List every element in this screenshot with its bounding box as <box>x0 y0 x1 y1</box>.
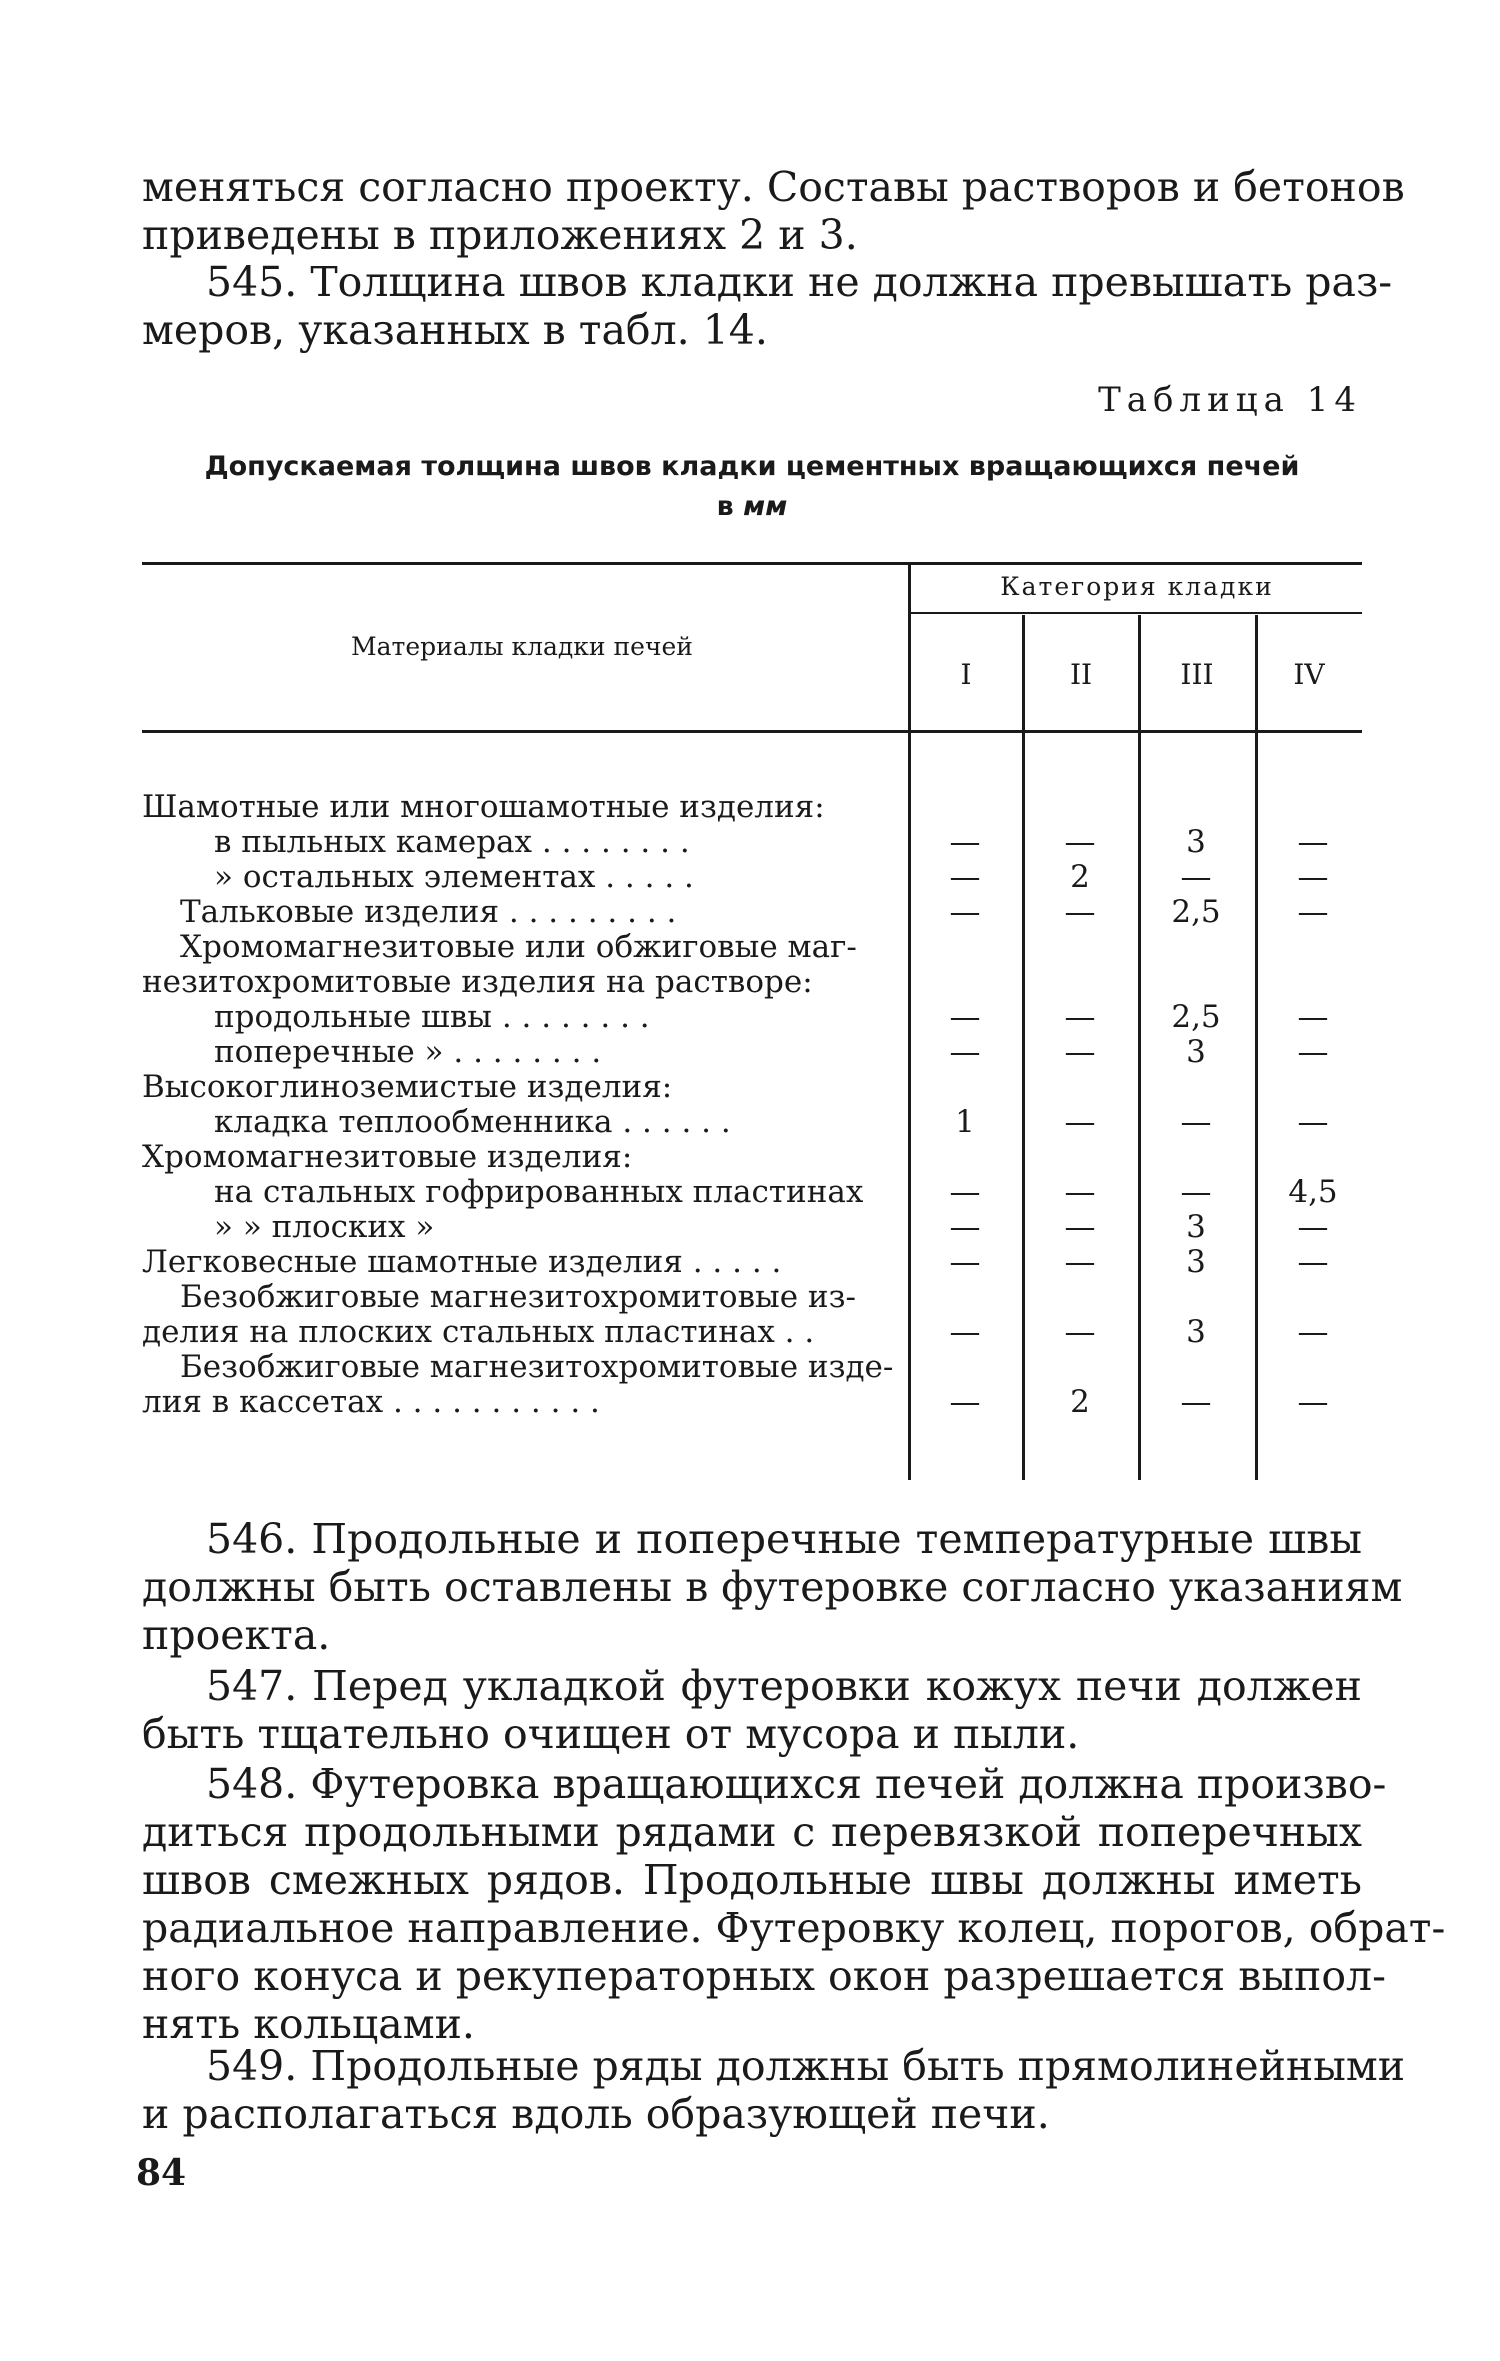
text-line: ного конуса и рекуператорных окон разрешается выпол- <box>142 1952 1386 2000</box>
text-line: 545. Толщина швов кладки не должна превышать раз- <box>206 258 1393 306</box>
text-line: и располагаться вдоль образующей печи. <box>142 2090 1050 2138</box>
material-row: » остальных элементах . . . . . <box>214 859 694 895</box>
material-row: незитохромитовые изделия на растворе: <box>142 964 813 1000</box>
value-cell: 3 <box>1186 1314 1206 1350</box>
value-cell: — <box>949 1244 981 1280</box>
table-top-rule <box>142 562 1362 565</box>
value-cell: — <box>1064 1104 1096 1140</box>
value-cell: — <box>1180 859 1212 895</box>
material-row: Высокоглиноземистые изделия: <box>142 1069 673 1105</box>
value-cell: — <box>1297 1384 1329 1420</box>
value-cell: 1 <box>955 1104 975 1140</box>
material-row: Безобжиговые магнезитохромитовые из- <box>180 1279 856 1315</box>
value-cell: 3 <box>1186 1034 1206 1070</box>
text-line: приведены в приложениях 2 и 3. <box>142 211 858 259</box>
category-I: I <box>960 658 972 691</box>
value-cell: — <box>1064 1174 1096 1210</box>
page-number: 84 <box>136 2152 187 2194</box>
value-cell: — <box>949 1314 981 1350</box>
paragraph-547 <box>142 1662 1362 1758</box>
text-line: 547. Перед укладкой футеровки кожух печи должен <box>206 1662 1362 1710</box>
material-row: в пыльных камерах . . . . . . . . <box>214 824 690 860</box>
text-line: 548. Футеровка вращающихся печей должна произво- <box>206 1760 1387 1808</box>
value-cell: — <box>1064 1314 1096 1350</box>
material-row: Хромомагнезитовые изделия: <box>142 1139 633 1175</box>
material-row: Шамотные или многошамотные изделия: <box>142 789 825 825</box>
table-title-unit: мм <box>743 491 788 522</box>
value-cell: 3 <box>1186 1244 1206 1280</box>
paragraph-546 <box>142 1515 1403 1659</box>
value-cell: — <box>949 1384 981 1420</box>
value-cell: — <box>1297 1209 1329 1245</box>
value-cell: 2 <box>1070 859 1090 895</box>
value-cell: — <box>1064 824 1096 860</box>
value-cell: 2,5 <box>1171 894 1221 930</box>
text-line: должны быть оставлены в футеровке согласно указаниям <box>142 1563 1403 1611</box>
value-cell: — <box>1297 1314 1329 1350</box>
text-line: диться продольными рядами с перевязкой поперечных <box>142 1808 1362 1856</box>
value-cell: — <box>949 1209 981 1245</box>
material-row: кладка теплообменника . . . . . . <box>214 1104 731 1140</box>
text-line: радиальное направление. Футеровку колец, порогов, обрат- <box>142 1904 1446 1952</box>
text-line: швов смежных рядов. Продольные швы должны иметь <box>142 1856 1362 1904</box>
material-row: делия на плоских стальных пластинах . . <box>142 1314 815 1350</box>
category-II: II <box>1069 658 1093 691</box>
value-cell: — <box>949 859 981 895</box>
value-cell: — <box>949 824 981 860</box>
material-row: Хромомагнезитовые или обжиговые маг- <box>180 929 857 965</box>
value-cell: 3 <box>1186 1209 1206 1245</box>
material-row: » » плоских » <box>214 1209 435 1245</box>
value-cell: — <box>949 999 981 1035</box>
text-line: 549. Продольные ряды должны быть прямолинейными <box>206 2042 1406 2090</box>
header-bottom-rule <box>142 730 1362 733</box>
value-cell: — <box>949 1174 981 1210</box>
value-cell: — <box>1297 1244 1329 1280</box>
text-line: нять кольцами. <box>142 2000 475 2048</box>
value-cell: — <box>1064 1244 1096 1280</box>
table-label: Таблица 14 <box>1098 380 1362 420</box>
material-row: Легковесные шамотные изделия . . . . . <box>142 1244 782 1280</box>
text-line: меров, указанных в табл. 14. <box>142 306 768 354</box>
material-row: Тальковые изделия . . . . . . . . . <box>180 894 677 930</box>
value-cell: — <box>1064 1034 1096 1070</box>
value-cell: — <box>1064 1209 1096 1245</box>
value-cell: — <box>1180 1174 1212 1210</box>
material-row: Безобжиговые магнезитохромитовые изде- <box>180 1349 894 1385</box>
material-row: на стальных гофрированных пластинах <box>214 1174 864 1210</box>
value-cell: 2,5 <box>1171 999 1221 1035</box>
value-cell: — <box>1297 894 1329 930</box>
text-line: меняться согласно проекту. Составы растворов и бетонов <box>142 163 1405 211</box>
value-cell: — <box>949 1034 981 1070</box>
paragraph-545 <box>142 258 1393 354</box>
text-line: проекта. <box>142 1611 331 1659</box>
material-row: лия в кассетах . . . . . . . . . . . <box>142 1384 600 1420</box>
header-materials: Материалы кладки печей <box>351 632 693 661</box>
value-cell: 3 <box>1186 824 1206 860</box>
paragraph-548 <box>142 1760 1446 2048</box>
value-cell: — <box>1180 1384 1212 1420</box>
value-cell: 2 <box>1070 1384 1090 1420</box>
table-title-line: Допускаемая толщина швов кладки цементных вращающихся печей <box>204 451 1300 482</box>
value-cell: 4,5 <box>1288 1174 1338 1210</box>
value-cell: — <box>1297 824 1329 860</box>
value-cell: — <box>1064 894 1096 930</box>
materials-column <box>142 790 898 1420</box>
value-cell: — <box>1297 1034 1329 1070</box>
value-cell: — <box>1180 1104 1212 1140</box>
material-row: поперечные » . . . . . . . . <box>214 1034 602 1070</box>
value-cell: — <box>1297 999 1329 1035</box>
category-IV: IV <box>1293 658 1325 691</box>
value-cell: — <box>1297 859 1329 895</box>
value-cell: — <box>1064 999 1096 1035</box>
table-title-prefix: в <box>716 491 734 522</box>
value-cell: — <box>1297 1104 1329 1140</box>
paragraph-continuation <box>142 163 1405 259</box>
text-line: 546. Продольные и поперечные температурные швы <box>206 1515 1362 1563</box>
header-category: Категория кладки <box>1000 572 1274 601</box>
text-line: быть тщательно очищен от мусора и пыли. <box>142 1710 1080 1758</box>
category-header-rule <box>910 612 1362 614</box>
material-row: продольные швы . . . . . . . . <box>214 999 650 1035</box>
category-III: III <box>1180 658 1214 691</box>
table-title <box>142 447 1362 527</box>
table-title-line <box>142 487 1362 527</box>
value-cell: — <box>949 894 981 930</box>
paragraph-549 <box>142 2042 1406 2138</box>
